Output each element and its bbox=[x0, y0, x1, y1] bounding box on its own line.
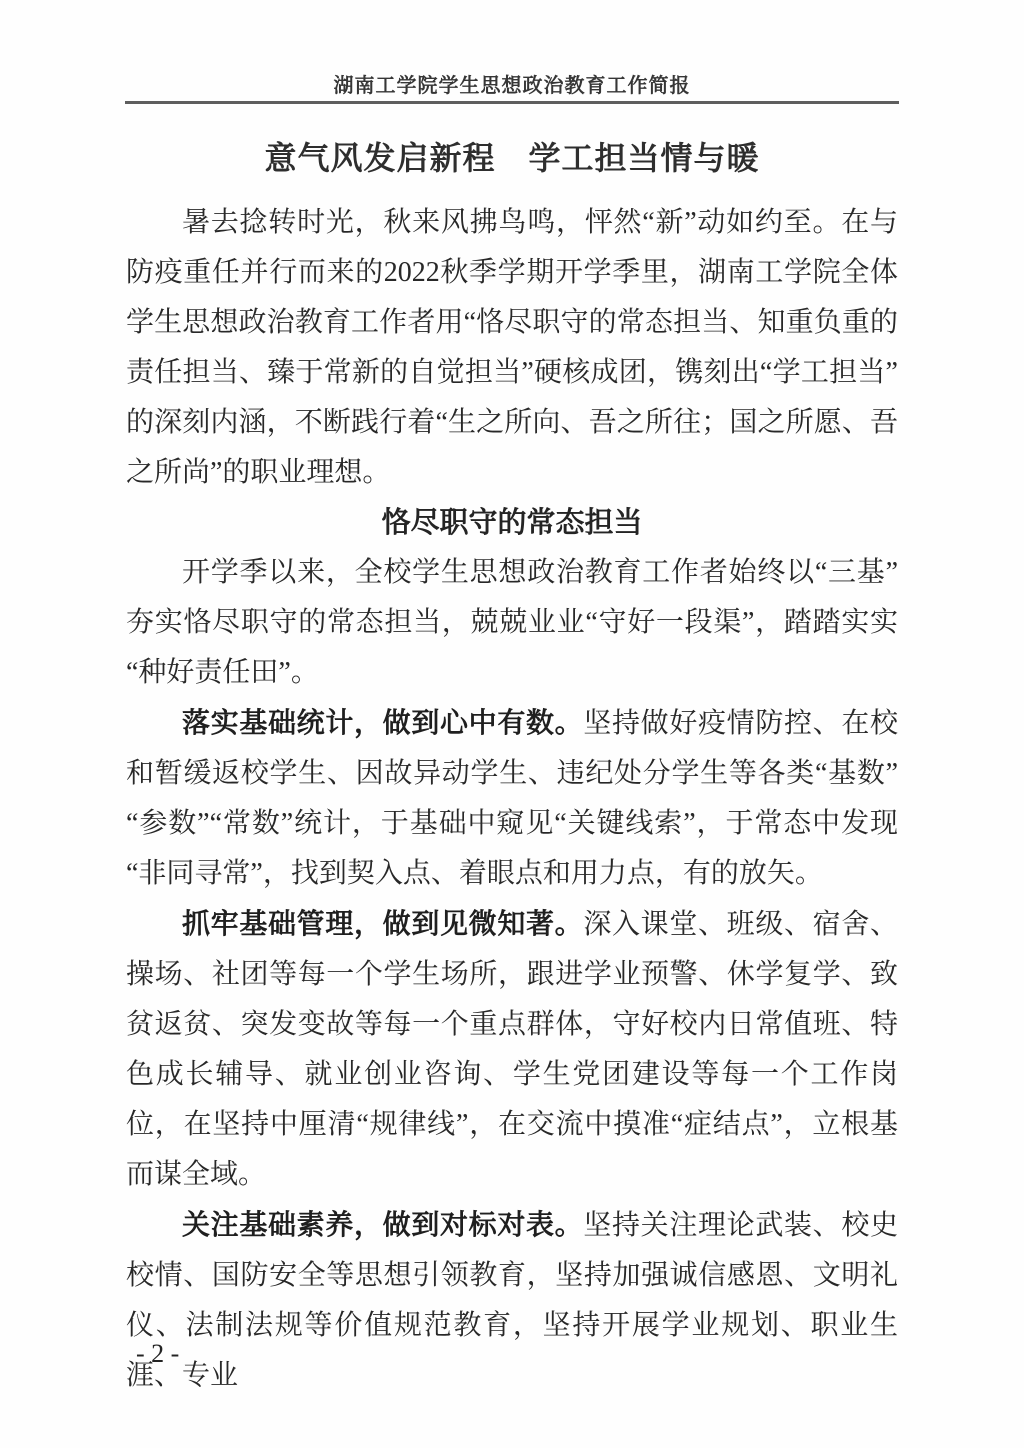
paragraph-lead: 抓牢基础管理，做到见微知著。 bbox=[182, 907, 584, 940]
masthead-title: 湖南工学院学生思想政治教育工作简报 bbox=[333, 73, 691, 97]
paragraph bbox=[126, 1200, 898, 1401]
page-header bbox=[0, 0, 1024, 104]
paragraph-text: 深入课堂、班级、宿舍、操场、社团等每一个学生场所，跟进学业预警、休学复学、致贫返贫、突发变故等每一个重点群体，守好校内日常值班、特色成长辅导、就业创业咨询、学生党团建设等每一个工作岗位，在坚持中厘清“规律线”，在交流中摸准“症结点”，立根基而谋全域。 bbox=[126, 909, 898, 1190]
paragraph-text: 坚持做好疫情防控、在校和暂缓返校学生、因故异动学生、违纪处分学生等各类“基数”“参数”“常数”统计，于基础中窥见“关键线索”，于常态中发现“非同寻常”，找到契入点、着眼点和用力点，有的放矢。 bbox=[126, 708, 898, 889]
article-title: 意气风发启新程 学工担当情与暖 bbox=[264, 139, 760, 177]
masthead-divider bbox=[125, 101, 899, 104]
paragraph-text: 暑去捻转时光，秋来风拂鸟鸣，怦然“新”动如约至。在与防疫重任并行而来的2022秋季学期开学季里，湖南工学院全体学生思想政治教育工作者用“恪尽职守的常态担当、知重负重的责任担当、臻于常新的自觉担当”硬核成团，镌刻出“学工担当”的深刻内涵，不断践行着“生之所向、吾之所往；国之所愿、吾之所尚”的职业理想。 bbox=[126, 207, 898, 488]
paragraph bbox=[126, 698, 898, 899]
paragraph-text: 开学季以来，全校学生思想政治教育工作者始终以“三基”夯实恪尽职守的常态担当，兢兢业业“守好一段渠”，踏踏实实“种好责任田”。 bbox=[126, 557, 898, 688]
paragraph bbox=[126, 899, 898, 1200]
paragraph-lead: 落实基础统计，做到心中有数。 bbox=[182, 706, 584, 739]
paragraph-lead: 关注基础素养，做到对标对表。 bbox=[182, 1208, 584, 1241]
paragraph bbox=[126, 548, 898, 698]
article-body bbox=[126, 198, 898, 1401]
intro-paragraph bbox=[126, 198, 898, 498]
page-number: - 2 - bbox=[136, 1339, 180, 1368]
section-heading: 恪尽职守的常态担当 bbox=[381, 507, 643, 539]
paragraph-text: 坚持关注理论武装、校史校情、国防安全等思想引领教育，坚持加强诚信感恩、文明礼仪、法制法规等价值规范教育，坚持开展学业规划、职业生涯、专业 bbox=[126, 1210, 898, 1391]
